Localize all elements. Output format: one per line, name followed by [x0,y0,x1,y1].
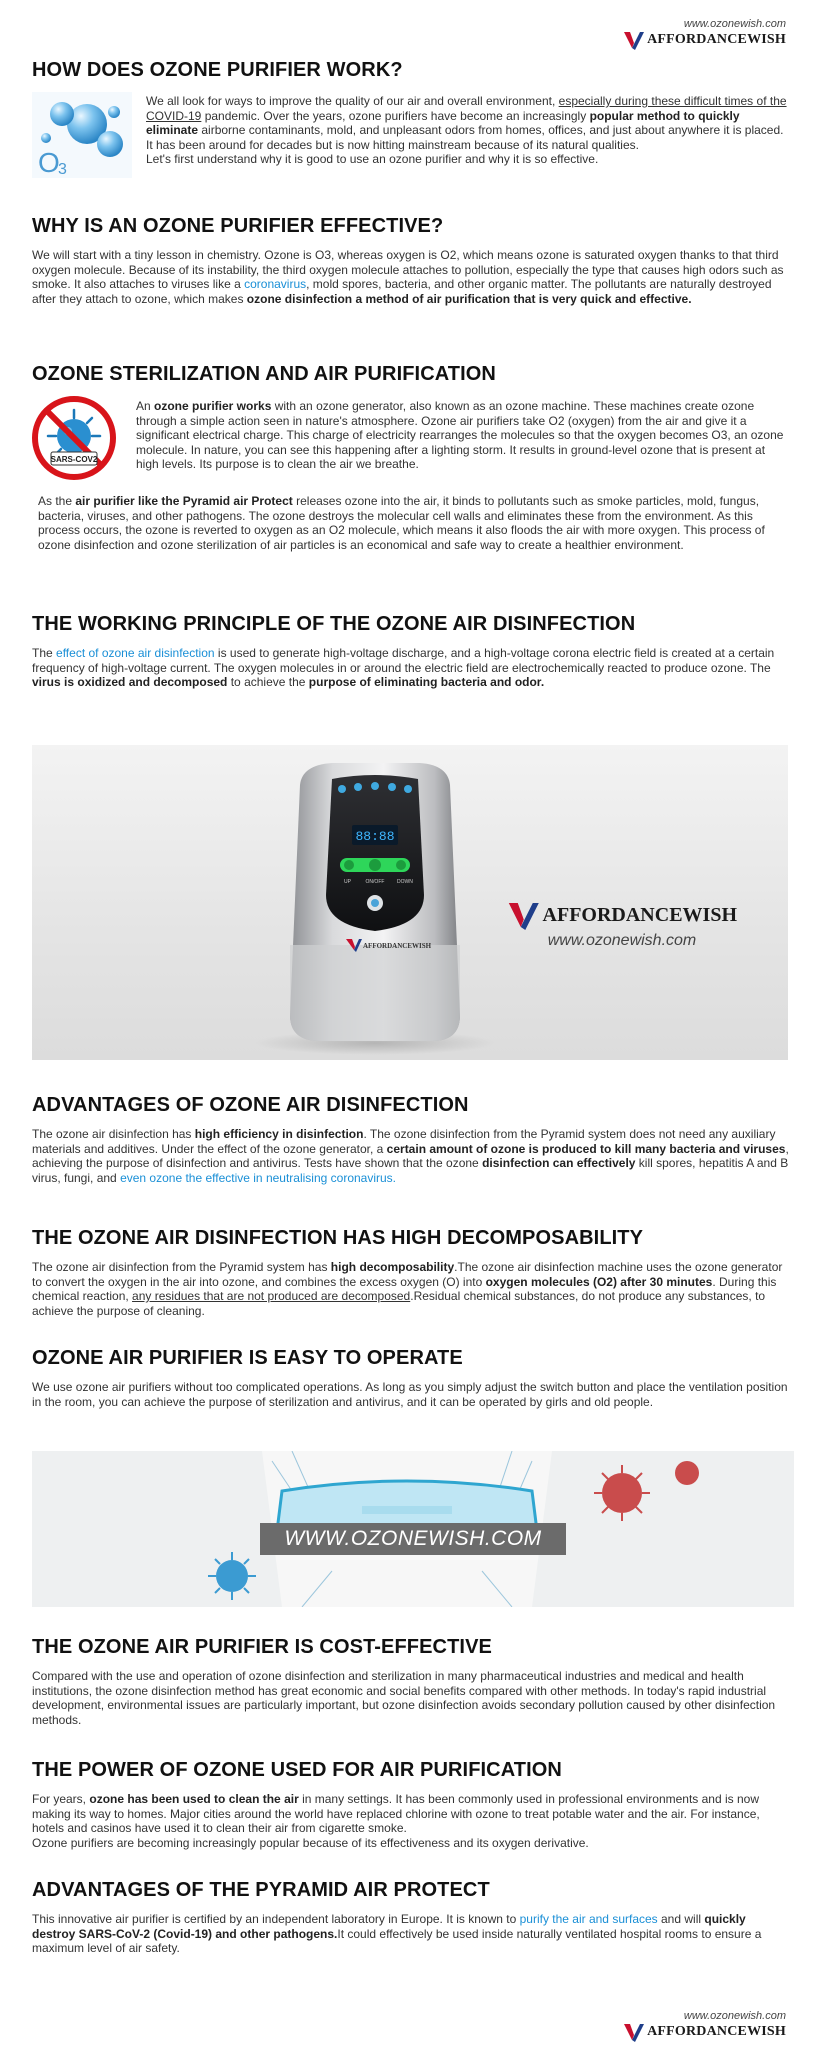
bold-span: disinfection can effectively [482,1156,636,1170]
section-pyramid-advantages [32,1878,790,1956]
bold-span: oxygen molecules (O2) after 30 minutes [485,1274,713,1289]
section-power-of-ozone [32,1758,790,1850]
text-span: As the [38,494,76,508]
device-button-power: ON/OFF [365,879,385,885]
section-working-principle [32,612,790,690]
bold-span: quickly destroy SARS-CoV-2 (Covid-19) and other pathogens. [32,1912,746,1941]
section-body [32,1127,790,1185]
text-span: Ozone purifiers are becoming increasingly popular because of its effectiveness and its oxygen derivative. [32,1835,589,1850]
svg-text:3: 3 [58,161,67,178]
section-title: HOW DOES OZONE PURIFIER WORK? [32,59,403,81]
coronavirus-neutralising-link[interactable]: even ozone the effective in neutralising coronavirus. [120,1170,397,1185]
text-span: . The ozone disinfection from the Pyramid system does not need any auxiliary materials and additives. Under the effect of the ozone generator, a [32,1127,776,1156]
text-span: kill spores, hepatitis A and B virus, fungi, and [32,1156,789,1185]
affordancewish-logo-icon [623,30,645,50]
header-logo-url: www.ozonewish.com [683,18,786,30]
banner-url-text: WWW.OZONEWISH.COM [284,1527,542,1550]
text-span: We all look for ways to improve the quality of our air and overall environment, [146,94,559,108]
device-brand-label: AFFORDANCEWISH [363,942,432,950]
text-span: An [136,399,155,413]
section-title: OZONE AIR PURIFIER IS EASY TO OPERATE [32,1347,463,1369]
banner-url-box [260,1523,566,1555]
text-span: .Residual chemical substances, do not produce any substances, to achieve the purpose of cleaning. [32,1289,766,1318]
section-advantages-disinfection [32,1093,790,1185]
ozone-molecule-icon [32,92,132,178]
coronavirus-link[interactable]: coronavirus [244,277,307,291]
product-brand-name: AFFORDANCEWISH [542,903,737,926]
text-span: in many settings. It has been commonly used in professional environments and is now making its way to homes. Major cities around the world have replaced chlorine with ozone to treat potable water and the air. For instance, hotels and casinos have used it to clean their air from cigarette smoke. [32,1792,760,1835]
text-span: and will [657,1912,705,1926]
text-span: Let's first understand why it is good to use an ozone purifier and why it is so effective. [146,152,599,166]
text-span: We will start with a tiny lesson in chemistry. Ozone is O3, whereas oxygen is O2, which means ozone is saturated oxygen thanks to that third oxygen molecule. Because of its instability, the third oxygen molecule attaches to pollution, especially the type that causes high odors such as smoke. It also attaches to viruses like a [32,248,784,291]
svg-text:O: O [38,147,60,178]
text-span: For years, [32,1792,90,1806]
product-brand-logo [507,900,737,950]
device-display: 88:88 [355,829,395,844]
section-body: We use ozone air purifiers without too complicated operations. As long as you simply adjust the switch button and place the ventilation position in the room, you can achieve the purpose of sterilization and antivirus, and it can be operated by girls and old people. [32,1380,788,1409]
footer-logo[interactable] [623,2010,786,2042]
section-title: OZONE STERILIZATION AND AIR PURIFICATION [32,363,496,385]
underlined-span: any residues that are not produced are decomposed [132,1289,411,1303]
covid-link[interactable]: especially during these difficult times of the COVID-19 [146,94,787,123]
product-brand-url: www.ozonewish.com [547,932,697,949]
ozone-disinfection-link[interactable]: effect of ozone air disinfection [56,646,215,660]
text-span: . During this chemical reaction, [32,1274,777,1303]
goggles-banner-image [32,1451,794,1607]
text-span: It could effectively be used inside naturally ventilated hospital rooms to ensure a maximum level of air safety. [32,1926,762,1955]
section-title: THE POWER OF OZONE USED FOR AIR PURIFICATION [32,1759,562,1781]
section-body [32,1912,790,1956]
device-button-up: UP [344,879,351,885]
product-image [32,745,788,1060]
text-span: The ozone air disinfection has [32,1127,195,1141]
bold-span: certain amount of ozone is produced to kill many bacteria and viruses [386,1141,786,1156]
section-title: ADVANTAGES OF THE PYRAMID AIR PROTECT [32,1879,490,1901]
text-span: , achieving the purpose of disinfection and antivirus. Tests have shown that the ozone [32,1141,789,1170]
text-span: is used to generate high-voltage discharge, and a high-voltage corona electric field is created at a certain frequency of high-voltage current. The oxygen molecules in or around the electric field are electrochemically reacted to produce ozone. The [32,646,775,675]
section-body [136,396,790,480]
header-logo-name: AFFORDANCEWISH [647,32,786,47]
section-title: THE WORKING PRINCIPLE OF THE OZONE AIR DISINFECTION [32,613,636,635]
bold-span: air purifier like the Pyramid air Protect [75,494,293,508]
device-button-down: DOWN [397,879,413,885]
bold-span: virus is oxidized and decomposed [32,675,228,689]
affordancewish-logo-icon [623,2022,645,2042]
section-body [32,646,790,690]
section-body [146,92,790,178]
bold-span: ozone disinfection a method of air purification that is very quick and effective. [246,291,692,306]
section-body [32,1260,790,1318]
section-easy-to-operate [32,1346,790,1409]
bold-span: ozone has been used to clean the air [89,1792,299,1806]
section-how-it-works [32,58,790,178]
bold-span: popular method to quickly eliminate [146,108,740,137]
section-why-effective [32,214,790,306]
affordancewish-logo-icon [507,900,541,930]
text-span: The [32,646,57,660]
header-logo[interactable] [623,18,786,50]
section-body: Compared with the use and operation of ozone disinfection and sterilization in many pharmaceutical industries and medical and health institutions, the ozone disinfection method has great economic and social benefits compared with other methods. In today's rapid industrial development, environmental issues are particularly important, but ozone disinfection avoids secondary pollution caused by other disinfection methods. [32,1669,776,1727]
section-title: THE OZONE AIR PURIFIER IS COST-EFFECTIVE [32,1636,492,1658]
text-span: pandemic. Over the years, ozone purifiers have become an increasingly [201,108,590,123]
section-cost-effective [32,1635,790,1727]
section-sterilization [32,362,790,552]
section-title: ADVANTAGES OF OZONE AIR DISINFECTION [32,1094,469,1116]
text-span: to achieve the [227,675,309,689]
footer-logo-name: AFFORDANCEWISH [647,2024,786,2039]
bold-span: ozone purifier works [154,399,272,413]
bold-span: high efficiency in disinfection [194,1127,364,1141]
text-span: releases ozone into the air, it binds to pollutants such as smoke particles, mold, fungus, bacteria, viruses, and other pathogens. The ozone destroys the molecular cell walls and eliminates these from the environment. As this process occurs, the ozone is reverted to oxygen as an O2 molecule, which means it also floods the air with more oxygen. This process of ozone disinfection and ozone sterilization of air particles is an economical and safe way to create a healthier environment. [38,494,765,552]
section-title: THE OZONE AIR DISINFECTION HAS HIGH DECOMPOSABILITY [32,1227,644,1249]
text-span: , mold spores, bacteria, and other organic matter. The pollutants are naturally destroyed after they attach to ozone, which makes [32,277,772,306]
footer-logo-url: www.ozonewish.com [683,2010,786,2022]
section-body-2 [32,494,790,552]
bold-span: purpose of eliminating bacteria and odor. [308,675,545,689]
sars-cov2-badge: SARS-COV2 [50,455,98,464]
purify-air-link[interactable]: purify the air and surfaces [519,1912,658,1926]
section-title: WHY IS AN OZONE PURIFIER EFFECTIVE? [32,215,444,237]
section-decomposability [32,1226,790,1318]
text-span: airborne contaminants, mold, and unpleasant odors from homes, offices, and just about anywhere it is placed. It has been around for decades but is now hitting mainstream because of its natural qualities. [146,123,784,152]
text-span: .The ozone air disinfection machine uses the ozone generator to convert the oxygen in the air into ozone, and combines the excess oxygen (O) into [32,1260,783,1289]
section-body [32,1792,790,1850]
text-span: with an ozone generator, also known as an ozone machine. These machines create ozone through a simple action seen in nature's atmosphere. Ozone air purifiers take O2 (oxygen) from the air and give it a significant electrical charge. This charge of electricity rearranges the molecules so that the oxygen becomes O3, an ozone molecule. In nature, you can see this happening after a lighting storm. It results in ground-level ozone that is present at high levels. Its purpose is to clean the air we breathe. [136,399,784,471]
bold-span: high decomposability [330,1260,455,1274]
no-virus-sign-icon [32,396,116,480]
text-span: The ozone air disinfection from the Pyramid system has [32,1260,331,1274]
text-span: This innovative air purifier is certified by an independent laboratory in Europe. It is known to [32,1912,520,1926]
section-body [32,248,790,306]
